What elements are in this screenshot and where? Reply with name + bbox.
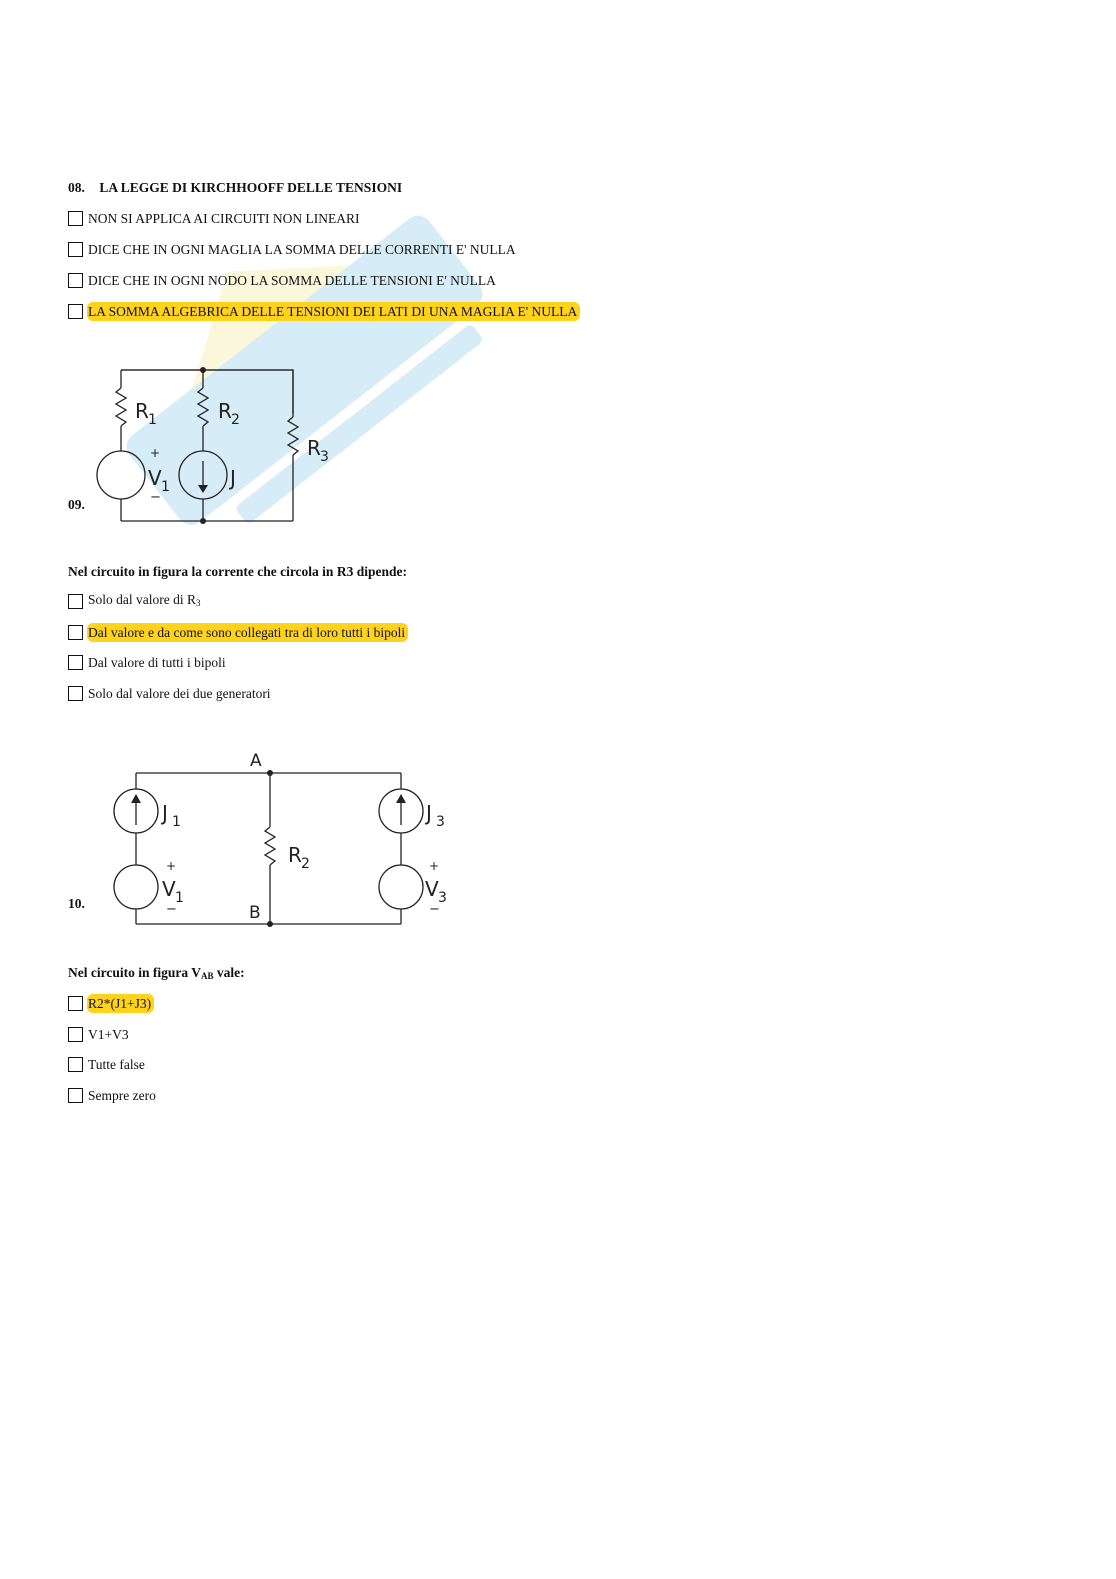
option-label-highlighted: R2*(J1+J3) [87, 994, 154, 1013]
label-j1: J [162, 801, 168, 825]
label-r2: R [288, 843, 302, 867]
node-a-label: A [250, 751, 262, 771]
q08-option-3[interactable] [68, 270, 499, 290]
option-subscript: 3 [196, 597, 201, 608]
q09-option-3[interactable] [68, 652, 229, 672]
label-j3: J [426, 801, 432, 825]
q08-number: 08. [68, 180, 85, 195]
q10-question-prefix: Nel circuito in figura V [68, 965, 201, 980]
option-label: DICE CHE IN OGNI MAGLIA LA SOMMA DELLE CORRENTI E' NULLA [88, 241, 516, 257]
checkbox[interactable] [68, 1088, 83, 1103]
label-v1: V [162, 877, 176, 901]
option-label: DICE CHE IN OGNI NODO LA SOMMA DELLE TENSIONI E' NULLA [88, 272, 496, 288]
q08-title: LA LEGGE DI KIRCHHOOFF DELLE TENSIONI [99, 180, 403, 195]
q08-option-1[interactable] [68, 208, 363, 228]
checkbox[interactable] [68, 273, 83, 288]
checkbox[interactable] [68, 996, 83, 1011]
q08-option-2[interactable] [68, 239, 519, 259]
checkbox[interactable] [68, 625, 83, 640]
option-label: Tutte false [88, 1056, 145, 1072]
q08-option-4[interactable] [68, 301, 580, 321]
label-plus: + [166, 859, 177, 873]
node-b-label: B [249, 903, 261, 923]
option-label: Sempre zero [88, 1087, 156, 1103]
label-r2-sub: 2 [231, 412, 240, 428]
label-r2-sub: 2 [301, 856, 310, 872]
q10-question-subscript: AB [201, 971, 214, 981]
q10-question-suffix: vale: [213, 965, 245, 980]
label-r3-sub: 3 [320, 449, 329, 465]
circuit-diagram-q10 [100, 745, 460, 935]
label-v1-sub: 1 [161, 479, 170, 495]
label-plus: + [150, 446, 161, 460]
label-plus: + [429, 859, 440, 873]
q10-question [68, 965, 245, 981]
label-j: J [230, 466, 236, 490]
option-label: Solo dal valore dei due generatori [88, 685, 271, 701]
option-label: NON SI APPLICA AI CIRCUITI NON LINEARI [88, 210, 360, 226]
label-v3: V [425, 877, 439, 901]
q09-option-2[interactable] [68, 622, 408, 642]
option-label-highlighted: Dal valore e da come sono collegati tra di loro tutti i bipoli [87, 623, 408, 642]
circuit-diagram-q09 [90, 355, 329, 535]
q09-option-4[interactable] [68, 683, 274, 703]
q09-option-1[interactable] [68, 591, 204, 611]
label-j3-sub: 3 [436, 814, 445, 830]
checkbox[interactable] [68, 1027, 83, 1042]
q10-option-1[interactable] [68, 993, 154, 1013]
q10-number: 10. [68, 896, 85, 911]
option-label-highlighted: LA SOMMA ALGEBRICA DELLE TENSIONI DEI LATI DI UNA MAGLIA E' NULLA [87, 302, 580, 321]
label-minus: − [429, 902, 440, 917]
q10-option-3[interactable] [68, 1054, 148, 1074]
label-r2: R [218, 399, 232, 423]
q10-option-4[interactable] [68, 1085, 159, 1105]
option-label: V1+V3 [88, 1026, 129, 1042]
option-label [87, 590, 204, 613]
checkbox[interactable] [68, 242, 83, 257]
label-j1-sub: 1 [172, 814, 181, 830]
checkbox[interactable] [68, 686, 83, 701]
arrow-up-icon [396, 794, 406, 803]
label-r3: R [307, 436, 321, 460]
label-minus: − [166, 902, 177, 917]
label-v3-sub: 3 [438, 890, 447, 906]
checkbox[interactable] [68, 594, 83, 609]
label-v1: V [148, 466, 162, 490]
label-r1: R [135, 399, 149, 423]
option-text: Solo dal valore di R [88, 591, 196, 607]
arrow-up-icon [131, 794, 141, 803]
q08-heading [68, 180, 402, 196]
q09-number: 09. [68, 497, 85, 512]
q09-question: Nel circuito in figura la corrente che circola in R3 dipende: [68, 564, 407, 579]
q10-option-2[interactable] [68, 1024, 132, 1044]
checkbox[interactable] [68, 655, 83, 670]
arrow-down-icon [198, 485, 208, 493]
label-r1-sub: 1 [148, 412, 157, 428]
label-minus: − [150, 490, 161, 505]
label-v1-sub: 1 [175, 890, 184, 906]
checkbox[interactable] [68, 1057, 83, 1072]
checkbox[interactable] [68, 304, 83, 319]
option-label: Dal valore di tutti i bipoli [88, 654, 226, 670]
checkbox[interactable] [68, 211, 83, 226]
